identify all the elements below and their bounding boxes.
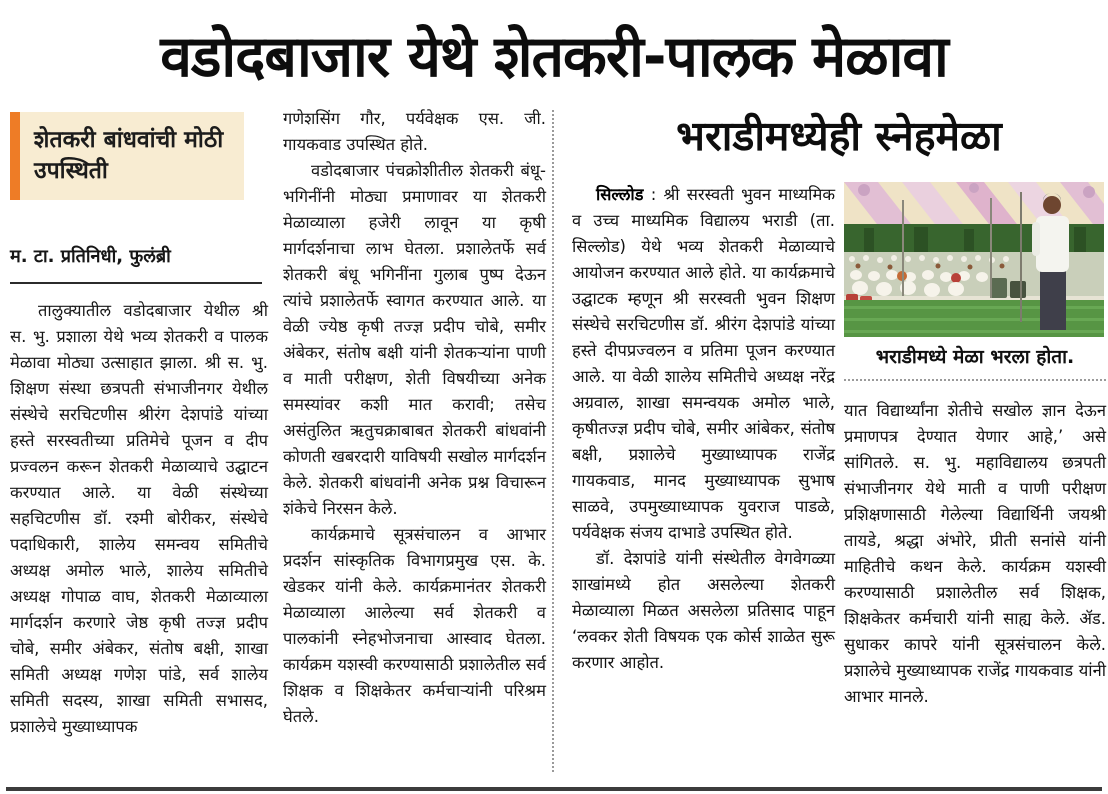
dateline: सिल्लोड (596, 185, 644, 204)
article2-paragraph-1 (572, 182, 835, 546)
article2-column-1 (572, 182, 835, 726)
article1-paragraph-3: वडोदबाजार पंचक्रोशीतील शेतकरी बंधू-भगिनींनी मोठ्या प्रमाणावर या शेतकरी मेळाव्याला हजेरी लावून या कृषी मार्गदर्शनाचा लाभ घेतला. प्रशालेतर्फे सर्व शेतकरी बंधू भगिनींना गुलाब पुष्प देऊन त्यांचे प्रशालेतर्फे स्वागत करण्यात आले. या वेळी ज्येष्ठ कृषी तज्ज्ञ प्रदीप चोबे, समीर अंबेकर, संतोष बक्षी यांनी शेतकऱ्यांना पाणी व माती परीक्षण, शेती विषयीच्या अनेक समस्यांवर कशी मात करावी; तसेच असंतुलित ऋतुचक्राबाबत शेतकरी बांधवांनी कोणती खबरदारी याविषयी सखोल मार्गदर्शन केले. शेतकरी बांधवांनी अनेक प्रश्न विचारून शंकेचे निरसन केले. (283, 161, 546, 518)
byline-rule (10, 282, 262, 284)
highlight-box (10, 112, 244, 200)
dotted-rule (844, 379, 1106, 381)
photo-caption: भराडीमध्ये मेळा भरला होता. (875, 346, 1075, 368)
article1-column-2 (283, 106, 546, 730)
article2 (572, 104, 1106, 726)
byline: म. टा. प्रतिनिधी, फुलंब्री (10, 246, 171, 267)
article2-paragraph-1-text: : श्री सरस्वती भुवन माध्यमिक व उच्च माध्यमिक विद्यालय भराडी (ता. सिल्लोड) येथे भव्य शेतकरी मेळाव्याचे आयोजन करण्यात आले होते. या कार्यक्रमाचे उद्घाटक म्हणून श्री सरस्वती भुवन शिक्षण संस्थेचे सरचिटणीस डॉ. श्रीरंग देशपांडे यांच्या हस्ते दीपप्रज्वलन व प्रतिमा पूजन करण्यात आले. या वेळी शालेय समितीचे अध्यक्ष नरेंद्र अग्रवाल, शाखा समन्वयक अमोल भाले, कृषीतज्ज्ञ प्रदीप चोबे, समीर आंबेकर, संतोष बक्षी, प्रशालेचे मुख्याध्यापक राजेंद्र गायकवाड, मानद मुख्याध्यापक सुभाष साळवे, उपमुख्याध्यापक युवराज पाडळे, पर्यवेक्षक संजय दाभाडे उपस्थित होते. (572, 185, 835, 542)
article1-paragraph-1: तालुक्यातील वडोदबाजार येथील श्री स. भु. प्रशाला येथे भव्य शेतकरी व पालक मेळावा मोठ्या उत्साहात झाला. श्री स. भु. शिक्षण संस्था छत्रपती संभाजीनगर येथील संस्थेचे सरचिटणीस श्रीरंग देशपांडे यांच्या हस्ते सरस्वतीच्या प्रतिमेचे पूजन व दीप प्रज्वलन करून शेतकरी मेळाव्याचे उद्घाटन करण्यात आले. या वेळी संस्थेच्या सहचिटणीस डॉ. रश्मी बोरीकर, संस्थेचे पदाधिकारी, शालेय समन्वय समितीचे अध्यक्ष अमोल भाले, शालेय समितीचे अध्यक्ष गोपाळ वाघ, शेतकरी मेळाव्याला मार्गदर्शन करणारे जेष्ठ कृषी तज्ज्ञ प्रदीप चोबे, समीर अंबेकर, संतोष बक्षी, शाखा समिती अध्यक्ष गणेश पांडे, सर्व शालेय समिती सदस्य, शाखा समिती सभासद, प्रशालेचे मुख्याध्यापक (10, 301, 268, 736)
article2-paragraph-3: यात विद्यार्थ्यांना शेतीचे सखोल ज्ञान देऊन प्रमाणपत्र देण्यात येणार आहे,’ असे सांगितले. स. भु. महाविद्यालय छत्रपती संभाजीनगर येथे माती व पाणी परीक्षण प्रशिक्षणासाठी गेलेल्या विद्यार्थिनी जयश्री तायडे, श्रद्धा अंभोरे, प्रीती सनांसे यांनी माहितीचे कथन केले. कार्यक्रम यशस्वी करण्यासाठी प्रशालेतील सर्व शिक्षक, शिक्षकेतर कर्मचारी यांनी साह्य केले. ॲड. सुधाकर कापरे यांनी सूत्रसंचालन केले. प्रशालेचे मुख्याध्यापक राजेंद्र गायकवाड यांनी आभार मानले. (844, 400, 1106, 706)
article2-columns (572, 182, 1106, 726)
highlight-text: शेतकरी बांधवांची मोठी उपस्थिती (34, 127, 224, 184)
article1-paragraph-2: गणेशसिंग गौर, पर्यवेक्षक एस. जी. गायकवाड उपस्थित होते. (283, 109, 546, 154)
article2-paragraph-2: डॉ. देशपांडे यांनी संस्थेतील वेगवेगळ्या शाखांमध्ये होत असलेल्या शेतकरी मेळाव्याला मिळत असलेला प्रतिसाद पाहून ‘लवकर शेती विषयक एक कोर्स शाळेत सुरू करणार आहोत. (572, 549, 835, 672)
article1-paragraph-4: कार्यक्रमाचे सूत्रसंचालन व आभार प्रदर्शन सांस्कृतिक विभागप्रमुख एस. के. खेडकर यांनी केले. कार्यक्रमानंतर शेतकरी मेळाव्याला आलेल्या सर्व शेतकरी व पालकांनी स्नेहभोजनाचा आस्वाद घेतला. कार्यक्रम यशस्वी करण्यासाठी प्रशालेतील सर्व शिक्षक व शिक्षकेतर कर्मचाऱ्यांनी परिश्रम घेतले. (283, 525, 546, 726)
main-headline: वडोदबाजार येथे शेतकरी-पालक मेळावा (160, 24, 948, 90)
event-photo (844, 182, 1104, 337)
event-photo-illustration (844, 182, 1104, 337)
bottom-rule (6, 787, 1102, 791)
article1-column-1 (10, 112, 268, 740)
column-divider-dotted (552, 110, 554, 772)
article2-column-2 (844, 182, 1106, 726)
article2-headline: भराडीमध्येही स्नेहमेळा (676, 112, 1002, 160)
